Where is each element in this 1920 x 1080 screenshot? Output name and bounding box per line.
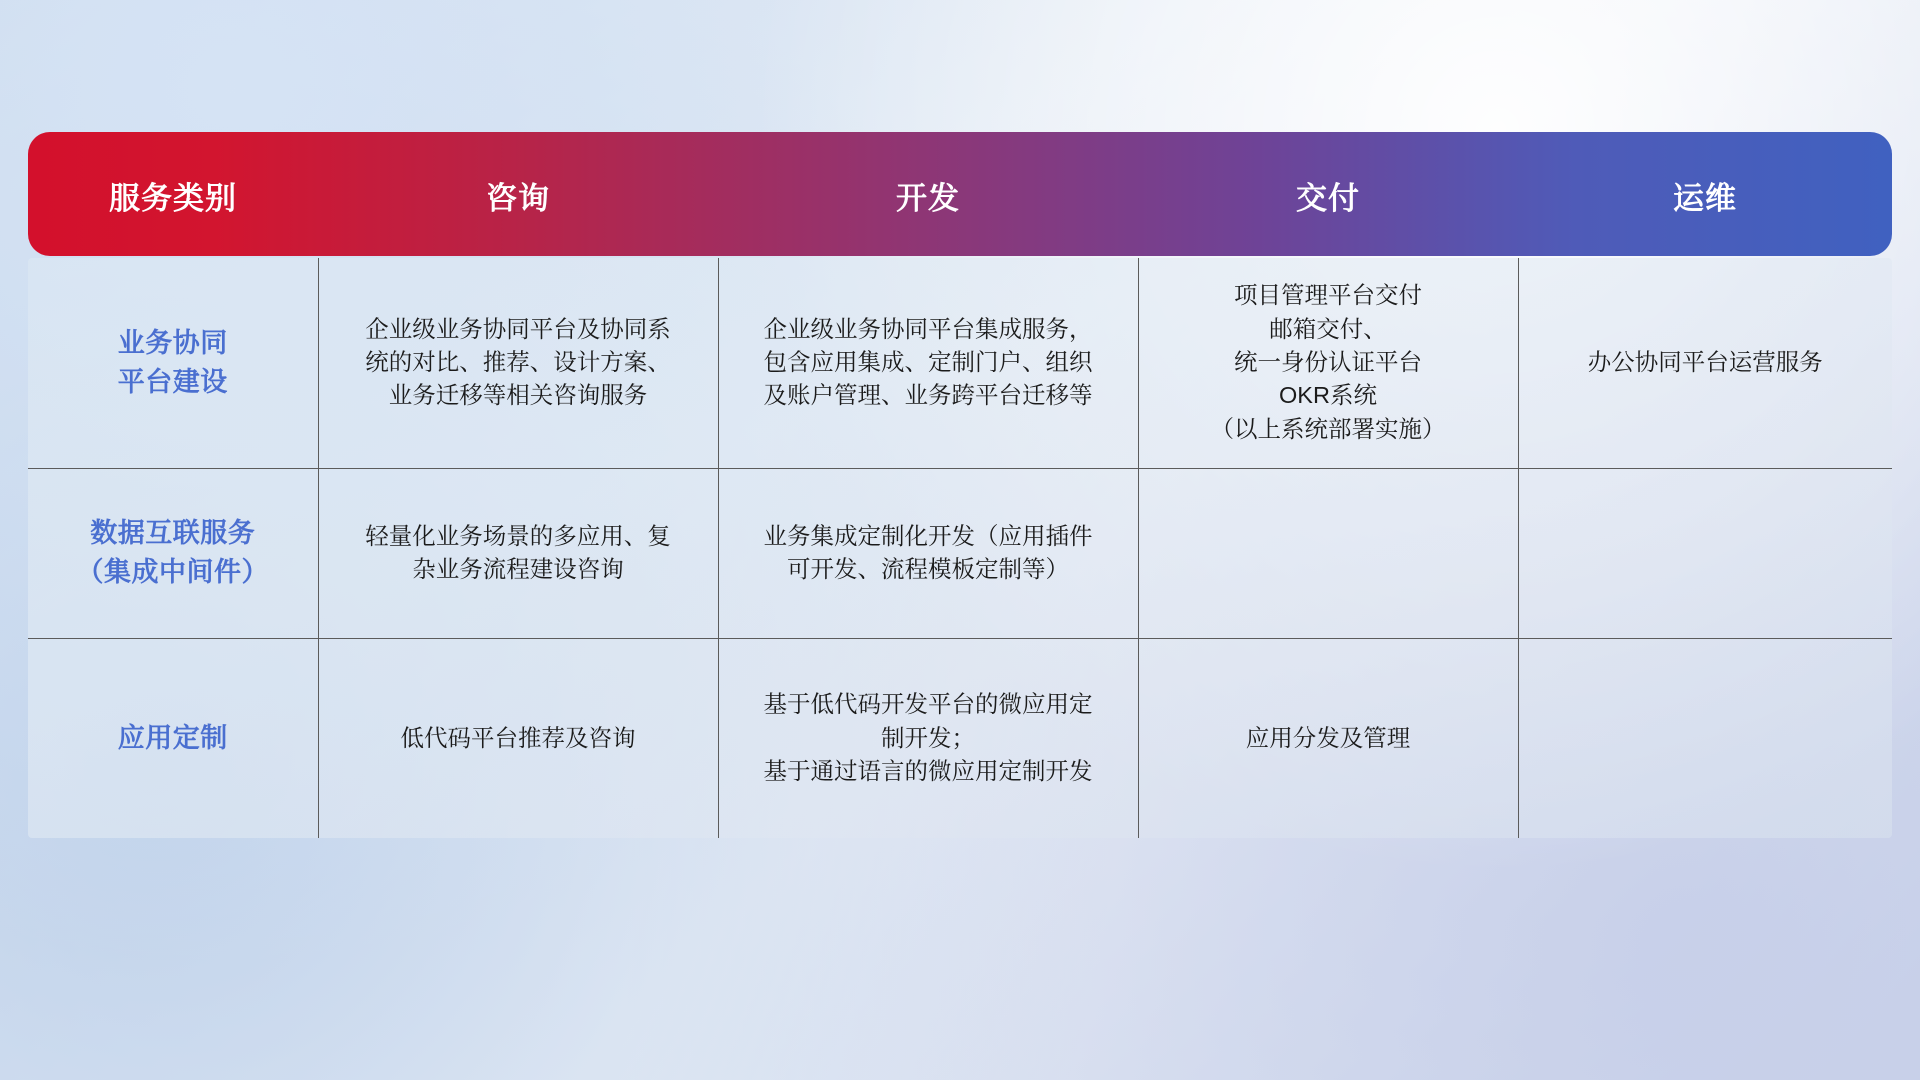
row-delivery-cell xyxy=(1138,468,1518,638)
header-cell-operations: 运维 xyxy=(1673,180,1737,216)
service-matrix-table xyxy=(28,132,1892,838)
row-consulting-cell: 轻量化业务场景的多应用、复 杂业务流程建设咨询 xyxy=(318,468,718,638)
row-delivery-cell: 应用分发及管理 xyxy=(1138,638,1518,838)
row-operations-cell: 办公协同平台运营服务 xyxy=(1518,258,1892,468)
body-table xyxy=(28,258,1892,838)
table-row xyxy=(28,638,1892,838)
row-development-cell: 业务集成定制化开发（应用插件 可开发、流程模板定制等） xyxy=(718,468,1138,638)
table-row xyxy=(28,258,1892,468)
row-development-cell: 基于低代码开发平台的微应用定 制开发； 基于通过语言的微应用定制开发 xyxy=(718,638,1138,838)
header-cell-development: 开发 xyxy=(896,180,960,216)
table-header-row xyxy=(28,132,1892,258)
header-cell-delivery: 交付 xyxy=(1296,180,1360,216)
row-operations-cell xyxy=(1518,468,1892,638)
row-operations-cell xyxy=(1518,638,1892,838)
row-delivery-cell: 项目管理平台交付 邮箱交付、 统一身份认证平台 OKR系统 （以上系统部署实施） xyxy=(1138,258,1518,468)
row-consulting-cell: 低代码平台推荐及咨询 xyxy=(318,638,718,838)
header-cell-category: 服务类别 xyxy=(109,180,237,216)
header-cell-consulting: 咨询 xyxy=(486,180,550,216)
row-category-cell: 数据互联服务 （集成中间件） xyxy=(28,468,318,638)
row-category-cell: 业务协同 平台建设 xyxy=(28,258,318,468)
row-category-cell: 应用定制 xyxy=(28,638,318,838)
table-body-panel xyxy=(28,258,1892,838)
table-row xyxy=(28,468,1892,638)
row-development-cell: 企业级业务协同平台集成服务， 包含应用集成、定制门户、组织 及账户管理、业务跨平台迁移等 xyxy=(718,258,1138,468)
header-table xyxy=(28,132,1892,258)
row-consulting-cell: 企业级业务协同平台及协同系 统的对比、推荐、设计方案、 业务迁移等相关咨询服务 xyxy=(318,258,718,468)
